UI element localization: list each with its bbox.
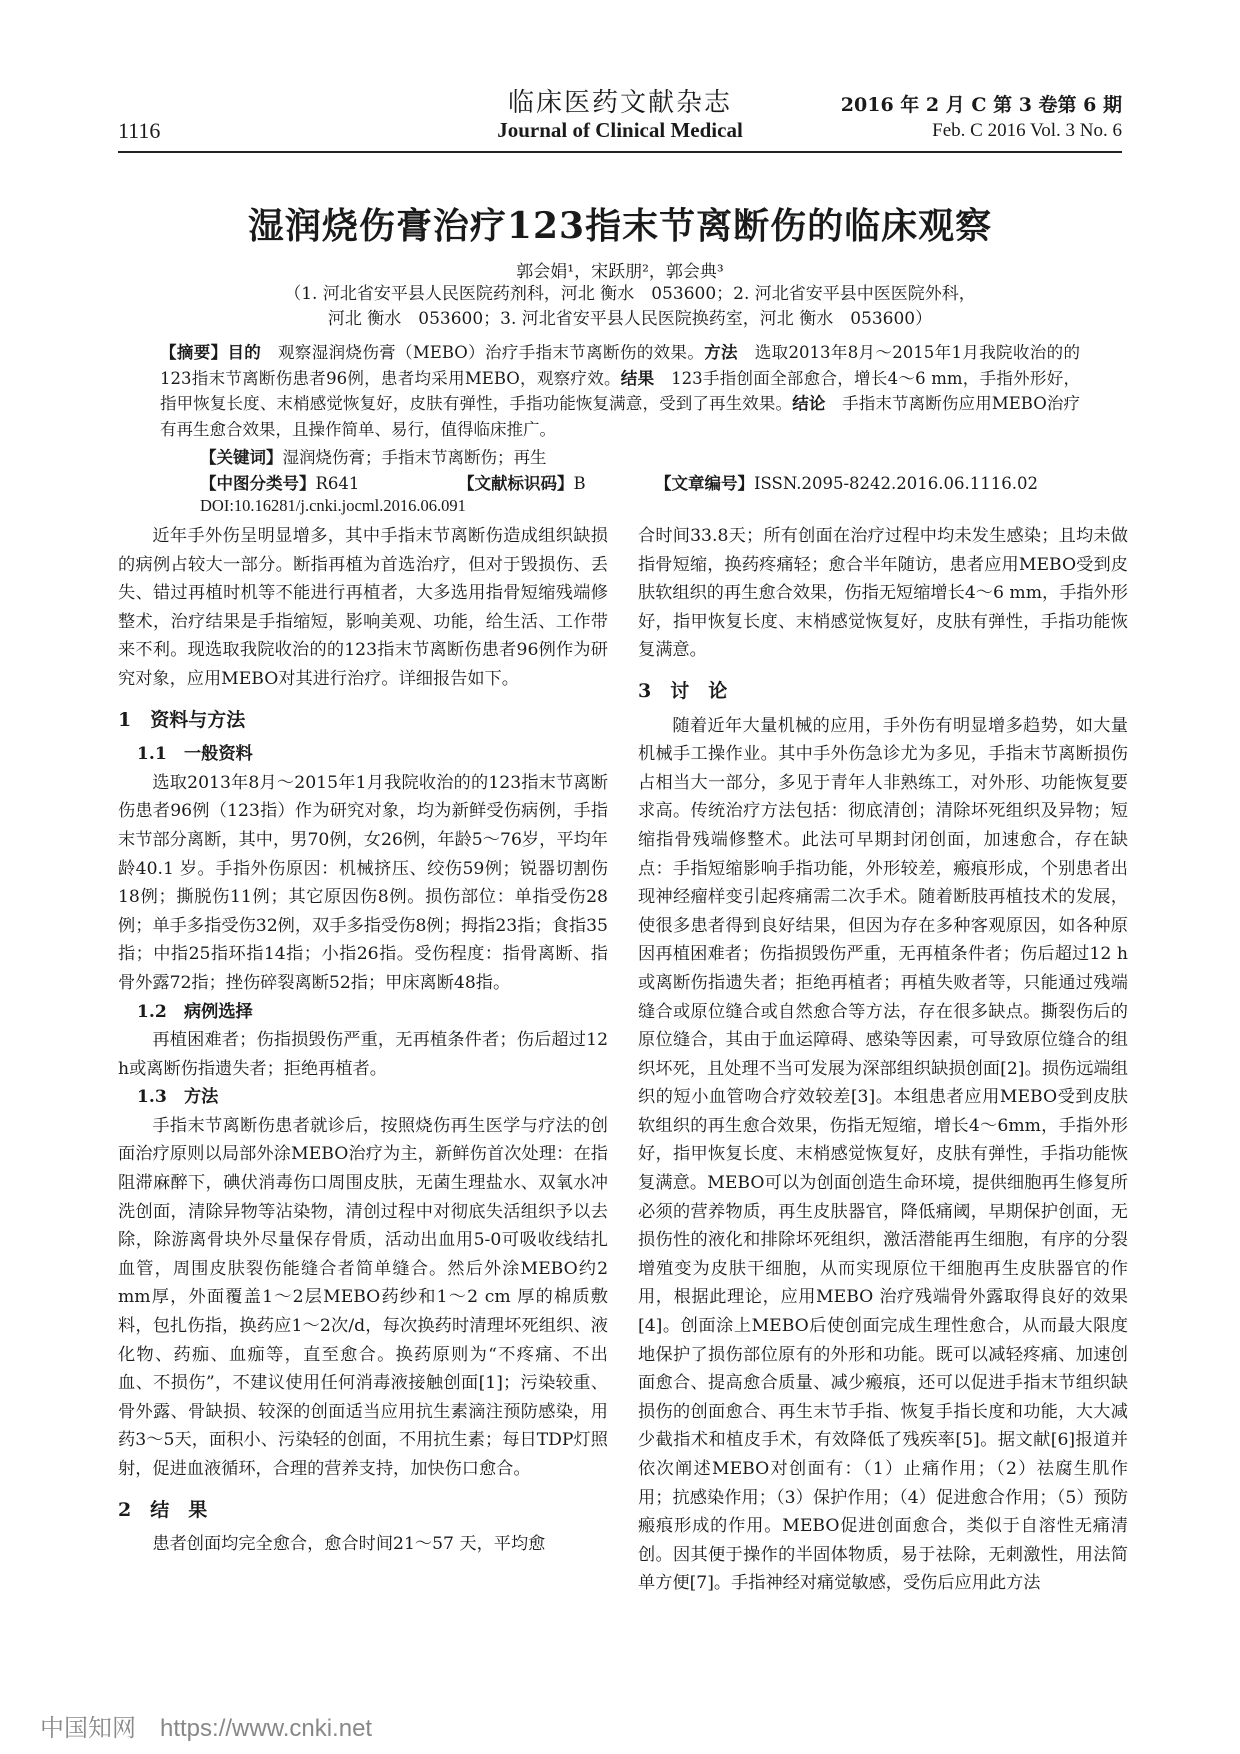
- classification-value: R641: [315, 474, 360, 493]
- method-paragraph: 手指末节离断伤患者就诊后，按照烧伤再生医学与疗法的创面治疗原则以局部外涂MEBO治疗为主，新鲜伤首次处理：在指阻滞麻醉下，碘伏消毒伤口周围皮肤，无菌生理盐水、双氧水冲洗创面，清除异物等沾染物，清创过程中对彻底失活组织予以去除，除游离骨块外尽量保存骨质，活动出血用5-0可吸收线结扎血管，周围皮肤裂伤能缝合者简单缝合。然后外涂MEBO约2 mm厚，外面覆盖1～2层MEBO药纱和1～2 cm 厚的棉质敷料，包扎伤指，换药应1～2次/d，每次换药时清理坏死组织、液化物、药痂、血痂等，直至愈合。换药原则为“不疼痛、不出血、不损伤”，不建议使用任何消毒液接触创面[1]；污染较重、骨外露、骨缺损、较深的创面适当应用抗生素滴注预防感染，用药3～5天，面积小、污染轻的创面，不用抗生素；每日TDP灯照射，促进血液循环，合理的营养支持，加快伤口愈合。: [118, 1115, 608, 1479]
- issue-info-cn: 2016 年 2 月 C 第 3 卷第 6 期: [840, 94, 1122, 116]
- discussion-paragraph: 随着近年大量机械的应用，手外伤有明显增多趋势，如大量机械手工操作业。其中手外伤急诊尤为多见，手指末节离断损伤占相当大一部分，多见于青年人非熟练工，对外形、功能恢复要求高。传统治疗方法包括：彻底清创；清除坏死组织及异物；短缩指骨残端修整术。此法可早期封闭创面，加速愈合，存在缺点：手指短缩影响手指功能，外形较差，瘢痕形成，个别患者出现神经瘤样变引起疼痛需二次手术。随着断肢再植技术的发展，使很多患者得到良好结果，但因为存在多种客观原因，如各种原因再植困难者；伤指损毁伤严重，无再植条件者；伤后超过12 h或离断伤指遗失者；拒绝再植者；再植失败者等，只能通过残端缝合或原位缝合或自然愈合等方法，存在很多缺点。撕裂伤后的原位缝合，其由于血运障碍、感染等因素，可导致原位缝合的组织坏死，且处理不当可发展为深部组织缺损创面[2]。损伤远端组织的短小血管吻合疗效较差[3]。本组患者应用MEBO受到皮肤软组织的再生愈合效果，伤指无短缩，增长4～6mm，手指外形好，指甲恢复长度、末梢感觉恢复好，皮肤有弹性，手指功能恢复满意。MEBO可以为创面创造生命环境，提供细胞再生修复所必须的营养物质，再生皮肤器官，降低痛阈，早期保护创面，无损伤性的液化和排除坏死组织，激活潜能再生细胞，有序的分裂增殖变为皮肤干细胞，从而实现原位干细胞再生皮肤器官的作用，根据此理论，应用MEBO 治疗残端骨外露取得良好的效果[4]。创面涂上MEBO后使创面完成生理性愈合，从而最大限度地保护了损伤部位原有的外形和功能。既可以减轻疼痛、加速创面愈合、提高愈合质量、减少瘢痕，还可以促进手指末节组织缺损伤的创面愈合、再生末节手指、恢复手指长度和功能，大大减少截指术和植皮手术，有效降低了残疾率[5]。据文献[6]报道并依次阐述MEBO对创面有：（1）止痛作用；（2）祛腐生肌作用；抗感染作用；（3）保护作用；（4）促进愈合作用；（5）预防瘢痕形成的作用。MEBO促进创面愈合，类似于自溶性无痛清创。因其便于操作的半固体物质，易于祛除，无刺激性，用法简单方便[7]。手指神经对痛觉敏感，受伤后应用此方法: [638, 715, 1128, 1594]
- affiliation-line: 河北 衡水 053600；3. 河北省安平县人民医院换药室，河北 衡水 053600）: [327, 309, 933, 329]
- article-number-label: 【文章编号】: [655, 474, 754, 493]
- section-heading: 1 资料与方法: [118, 708, 246, 731]
- article-number: [655, 470, 1038, 494]
- abstract-aim: 观察湿润烧伤膏（MEBO）治疗手指末节离断伤的效果。: [261, 343, 705, 362]
- keywords: [200, 444, 1080, 468]
- results-paragraph: 患者创面均完全愈合，愈合时间21～57 天，平均愈: [152, 1534, 546, 1555]
- right-column: [638, 522, 1128, 1598]
- abstract-label: 【摘要】: [160, 343, 228, 362]
- abstract-method: 选取2013年8月～2015年1月我院收治的的123指末节离断伤患者96例，患者均采用MEBO，观察疗效。: [160, 343, 1080, 388]
- paper-title: 湿润烧伤膏治疗123指末节离断伤的临床观察: [247, 205, 993, 247]
- result-label: 结果: [620, 368, 655, 388]
- left-column: [118, 522, 608, 1559]
- intro-paragraph: 近年手外伤呈明显增多，其中手指末节离断伤造成组织缺损的病例占较大一部分。断指再植为首选治疗，但对于毁损伤、丢失、错过再植时机等不能进行再植者，大多选用指骨短缩残端修整术，治疗结果是手指缩短，影响美观、功能，给生活、工作带来不利。现选取我院收治的的123指末节离断伤患者96例作为研究对象，应用MEBO对其进行治疗。详细报告如下。: [118, 526, 608, 689]
- results-continued: 合时间33.8天；所有创面在治疗过程中均未发生感染；且均未做指骨短缩，换药疼痛轻；愈合半年随访，患者应用MEBO受到皮肤软组织的再生愈合效果，伤指无短缩增长4～6 mm，手指外形好，指甲恢复长度、末梢感觉恢复好，皮肤有弹性，手指功能恢复满意。: [638, 526, 1128, 661]
- page-number: 1116: [118, 118, 161, 143]
- document-code: [458, 470, 586, 494]
- keywords-text: 湿润烧伤膏；手指末节离断伤；再生: [282, 448, 547, 467]
- journal-title-cn: 临床医药文献杂志: [507, 88, 732, 118]
- abstract-conclusion: 手指末节离断伤应用MEBO治疗有再生愈合效果，且操作简单、易行，值得临床推广。: [160, 394, 1081, 439]
- keywords-label: 【关键词】: [200, 448, 283, 467]
- article-number-value: ISSN.2095-8242.2016.06.1116.02: [754, 474, 1038, 493]
- general-paragraph: 选取2013年8月～2015年1月我院收治的的123指末节离断伤患者96例（123指）作为研究对象，均为新鲜受伤病例，手指末节部分离断，其中，男70例，女26例，年龄5～76岁，平均年龄40.1 岁。手指外伤原因：机械挤压、绞伤59例；锐器切割伤18例；撕脱伤11例；其它原因伤8例。损伤部位：单指受伤28例；单手多指受伤32例，双手多指受伤8例；拇指23指；食指35指；中指25指环指14指；小指26指。受伤程度：指骨离断、指骨外露72指；挫伤碎裂离断52指；甲床离断48指。: [118, 772, 608, 993]
- section-heading: 2 结 果: [118, 1498, 208, 1521]
- affiliation-line: （1. 河北省安平县人民医院药剂科，河北 衡水 053600；2. 河北省安平县中医医院外科，: [284, 284, 976, 304]
- document-code-label: 【文献标识码】: [458, 474, 574, 493]
- abstract: [160, 340, 1080, 442]
- section-heading: 3 讨 论: [638, 679, 728, 702]
- authors: 郭会娟¹，宋跃朋²，郭会典³: [516, 262, 724, 282]
- journal-title-en: Journal of Clinical Medical: [497, 118, 743, 142]
- subsection-heading: 1.2 病例选择: [136, 1001, 253, 1022]
- selection-paragraph: 再植困难者；伤指损毁伤严重，无再植条件者；伤后超过12 h或离断伤指遗失者；拒绝再植者。: [118, 1030, 608, 1079]
- affiliations: [150, 282, 1110, 332]
- cnki-watermark: 中国知网 https://www.cnki.net: [40, 1715, 373, 1742]
- abstract-result: 123手指创面全部愈合，增长4～6 mm，手指外形好，指甲恢复长度、末梢感觉恢复好，皮肤有弹性，手指功能恢复满意，受到了再生效果。: [160, 368, 1081, 413]
- aim-label: 目的: [227, 343, 262, 362]
- issue-info-en: Feb. C 2016 Vol. 3 No. 6: [932, 120, 1122, 141]
- conclusion-label: 结论: [792, 394, 826, 413]
- classification: [200, 470, 359, 494]
- doi: DOI:10.16281/j.cnki.jocml.2016.06.091: [200, 496, 466, 515]
- subsection-heading: 1.3 方法: [136, 1087, 219, 1108]
- header-divider: [118, 151, 1122, 153]
- subsection-heading: 1.1 一般资料: [136, 744, 253, 765]
- method-label: 方法: [704, 343, 738, 362]
- classification-label: 【中图分类号】: [200, 474, 316, 493]
- document-code-value: B: [573, 474, 586, 493]
